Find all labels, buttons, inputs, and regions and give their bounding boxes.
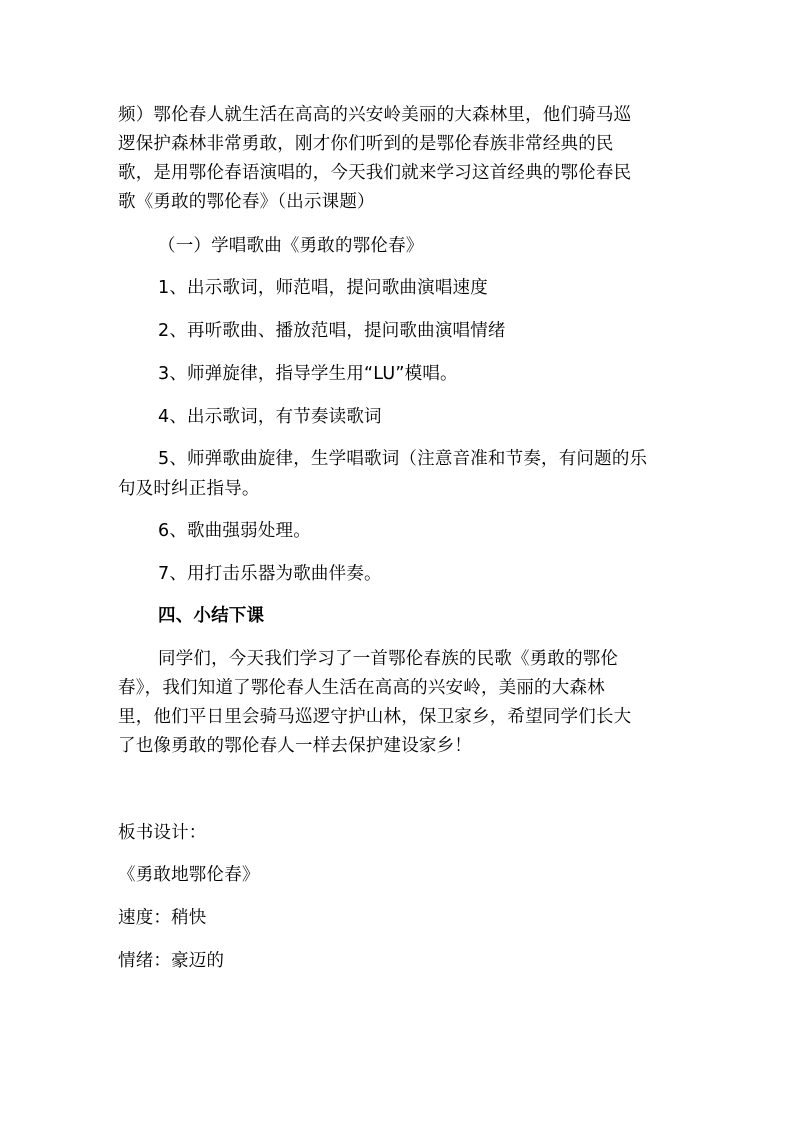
- summary-line-4: 了也像勇敢的鄂伦春人一样去保护建设家乡！: [118, 736, 472, 756]
- intro-line-3: 歌，是用鄂伦春语演唱的，今天我们就来学习这首经典的鄂伦春民: [118, 163, 632, 183]
- step-1: 1、出示歌词，师范唱，提问歌曲演唱速度: [158, 278, 488, 298]
- step-6: 6、歌曲强弱处理。: [158, 521, 311, 541]
- step-2: 2、再听歌曲、播放范唱，提问歌曲演唱情绪: [158, 321, 506, 341]
- section-one-title: （一）学唱歌曲《勇敢的鄂伦春》: [158, 236, 424, 256]
- summary-line-2: 春》，我们知道了鄂伦春人生活在高高的兴安岭，美丽的大森林: [118, 678, 605, 698]
- intro-line-1: 频）鄂伦春人就生活在高高的兴安岭美丽的大森林里，他们骑马巡: [118, 105, 632, 125]
- step-7: 7、用打击乐器为歌曲伴奏。: [158, 564, 382, 584]
- summary-line-1: 同学们，今天我们学习了一首鄂伦春族的民歌《勇敢的鄂伦: [158, 649, 619, 669]
- intro-line-2: 逻保护森林非常勇敢，刚才你们听到的是鄂伦春族非常经典的民: [118, 134, 614, 154]
- intro-line-4: 歌《勇敢的鄂伦春》（出示课题）: [118, 192, 375, 212]
- board-design-song-title: 《勇敢地鄂伦春》: [118, 865, 260, 885]
- step-3: 3、师弹旋律，指导学生用“LU”模唱。: [158, 364, 458, 384]
- board-design-emotion: 情绪：豪迈的: [118, 951, 225, 971]
- board-design-speed: 速度：稍快: [118, 908, 207, 928]
- summary-line-3: 里，他们平日里会骑马巡逻守护山林，保卫家乡，希望同学们长大: [118, 707, 632, 727]
- section-four-title: 四、小结下课: [158, 606, 265, 626]
- step-5-continuation: 句及时纠正指导。: [118, 479, 260, 499]
- step-4: 4、出示歌词，有节奏读歌词: [158, 407, 382, 427]
- step-5: 5、师弹歌曲旋律，生学唱歌词（注意音准和节奏，有问题的乐: [158, 449, 648, 469]
- board-design-heading: 板书设计：: [118, 823, 207, 843]
